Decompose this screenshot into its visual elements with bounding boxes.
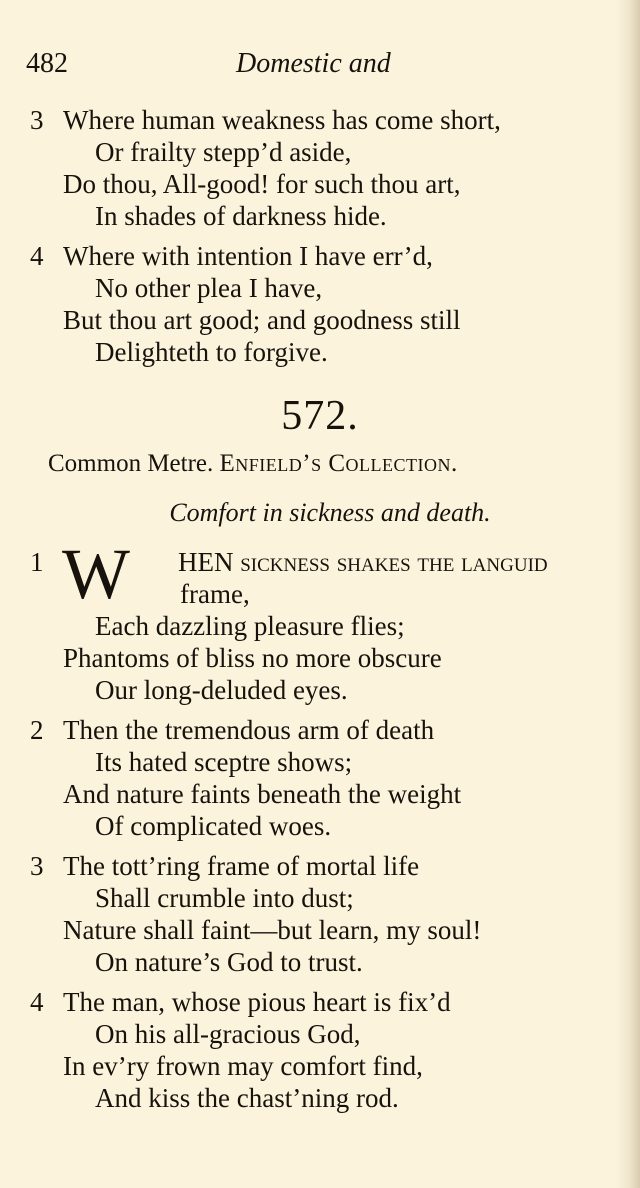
verse-line: Delighteth to forgive. <box>95 337 328 367</box>
hymn-meter-source <box>48 450 458 478</box>
page-number: 482 <box>26 48 68 79</box>
page-header <box>26 48 616 82</box>
verse-line: Or frailty stepp’d aside, <box>95 137 352 167</box>
stanza-number: 3 <box>30 851 44 881</box>
verse-line: And nature faints beneath the weight <box>63 779 462 809</box>
verse-line: Each dazzling pleasure flies; <box>95 611 405 641</box>
verse-line: Where with intention I have err’d, <box>63 241 433 271</box>
verse-line: Do thou, All-good! for such thou art, <box>63 169 461 199</box>
stanza-number: 4 <box>30 241 44 271</box>
verse-line: frame, <box>180 579 250 609</box>
verse-line: But thou art good; and goodness still <box>63 305 461 335</box>
stanza-number: 4 <box>30 987 44 1017</box>
verse-line: On nature’s God to trust. <box>95 947 363 977</box>
stanza-number: 3 <box>30 105 44 135</box>
verse-line: Where human weakness has come short, <box>63 105 501 135</box>
verse-line <box>178 546 548 578</box>
verse-line: Phantoms of bliss no more obscure <box>63 643 442 673</box>
verse-line: Nature shall faint—but learn, my soul! <box>63 915 482 945</box>
verse-line: Our long-deluded eyes. <box>95 675 348 705</box>
verse-line: On his all-gracious God, <box>95 1019 361 1049</box>
verse-line: Of complicated woes. <box>95 811 332 841</box>
verse-line: And kiss the chast’ning rod. <box>95 1083 399 1113</box>
stanza-number: 1 <box>30 547 44 577</box>
verse-line: Shall crumble into dust; <box>95 883 354 913</box>
drop-cap: W <box>62 534 130 614</box>
verse-line: No other plea I have, <box>95 273 323 303</box>
hymn-number: 572. <box>281 393 359 439</box>
verse-line: Its hated sceptre shows; <box>95 747 353 777</box>
hymn-meter: Common Metre. <box>48 450 214 477</box>
verse-line-text: HEN sickness shakes the languid <box>178 547 548 577</box>
verse-line: In ev’ry frown may comfort find, <box>63 1051 423 1081</box>
verse-line: In shades of darkness hide. <box>95 201 387 231</box>
hymn-source: Enfield’s Collection. <box>219 450 458 477</box>
verse-line: The tott’ring frame of mortal life <box>63 851 420 881</box>
verse-line: The man, whose pious heart is fix’d <box>63 987 451 1017</box>
page-edge-shadow <box>616 0 640 1188</box>
running-title: Domestic and <box>236 48 391 79</box>
verse-line: Then the tremendous arm of death <box>63 715 435 745</box>
hymn-subtitle: Comfort in sickness and death. <box>169 498 491 527</box>
stanza-number: 2 <box>30 715 44 745</box>
